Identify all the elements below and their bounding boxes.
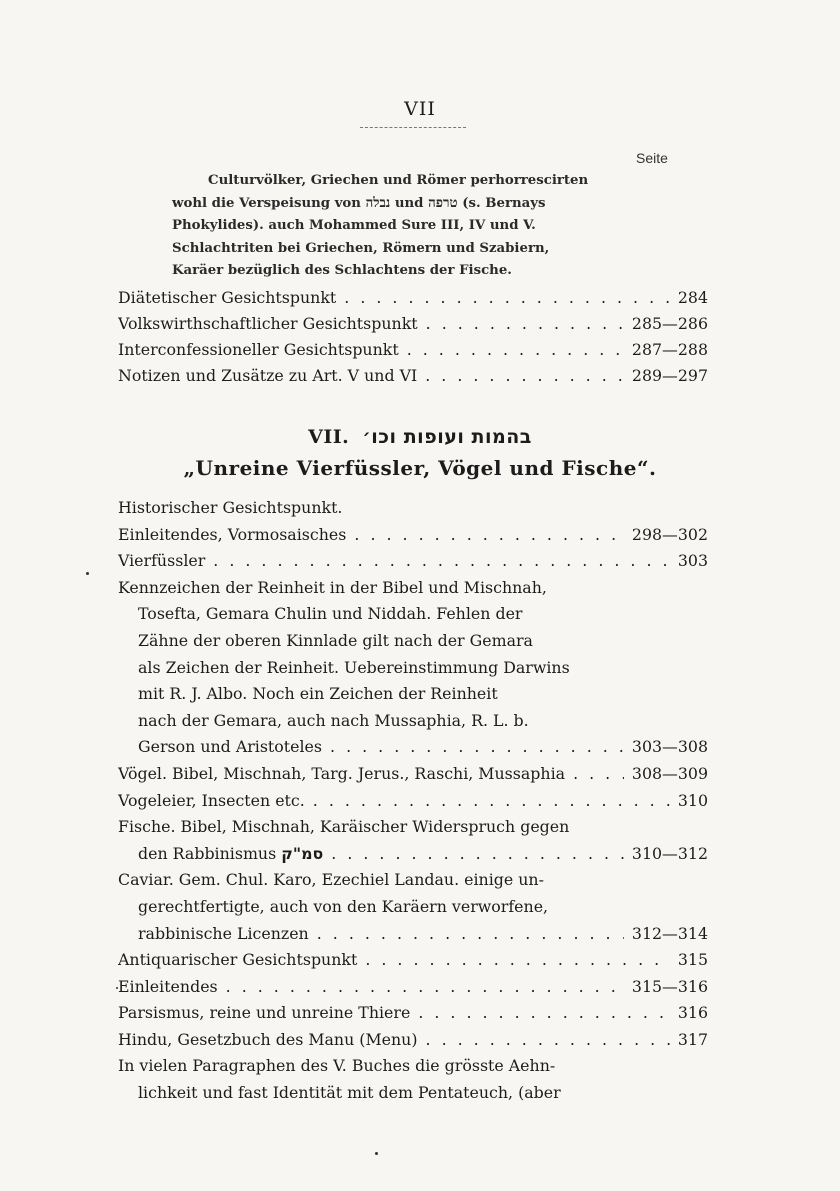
toc-entry-kennzeichen (118, 575, 708, 761)
intro-line: Phokylides). auch Mohammed Sure III, IV und V. (172, 218, 536, 233)
toc-entry-lastline (118, 734, 708, 761)
toc-entry-label: Gerson und Aristoteles . . . (138, 734, 624, 761)
toc-entry (118, 788, 708, 815)
margin-speck (86, 572, 89, 575)
toc-entry (118, 947, 708, 974)
toc-entry-label: Antiquarischer Gesichtspunkt . . . (118, 947, 670, 974)
toc-entry-fische (118, 814, 708, 867)
intro-line: Karäer bezüglich des Schlachtens der Fische. (172, 263, 512, 278)
section-hebrew-title: בהמות ועופות וכו׳ (362, 426, 532, 448)
toc-entry (118, 1027, 708, 1054)
toc-entry-page: 310 (677, 790, 708, 810)
toc-entry-label-wrap (138, 841, 624, 868)
toc-entry-line: gerechtfertigte, auch von den Karäern verworfene, (138, 896, 549, 916)
column-header-seite: Seite (636, 150, 668, 166)
toc-entry-page: 315 (677, 950, 708, 970)
toc-entry (118, 761, 708, 788)
toc-entry-label: Vögel. Bibel, Mischnah, Targ. Jerus., Raschi, Mussaphia . . . (118, 761, 624, 788)
toc-entry-label: rabbinische Licenzen . . . (138, 921, 624, 948)
section-number: VII. (308, 426, 350, 448)
intro-line: wohl die Verspeisung von נבלה und טרפה (s. Bernays (172, 195, 546, 211)
toc-entry-label: Interconfessioneller Gesichtspunkt . . . (118, 337, 624, 363)
toc-entry-page: 298—302 (631, 524, 708, 544)
toc-entry-label: Volkswirthschaftlicher Gesichtspunkt . . . (118, 311, 624, 337)
intro-line: Schlachtriten bei Griechen, Römern und Szabiern, (172, 240, 550, 256)
toc-top-list (118, 285, 708, 389)
toc-entry-lastline (118, 921, 708, 948)
subsection-heading: Historischer Gesichtspunkt. (118, 498, 343, 517)
toc-entry-label: den Rabbinismus (138, 843, 277, 863)
toc-entry-page: 315—316 (631, 976, 708, 996)
intro-line: Culturvölker, Griechen und Römer perhorrescirten (208, 173, 589, 188)
toc-entry-line: In vielen Paragraphen des V. Buches die grösste Aehn- (118, 1056, 556, 1076)
toc-entry (118, 311, 708, 337)
toc-entry-page: 308—309 (631, 763, 708, 783)
toc-entry (118, 522, 708, 549)
margin-speck (116, 987, 118, 989)
toc-entry-page: 285—286 (631, 314, 708, 333)
toc-entry-page: 303 (677, 551, 708, 571)
toc-entry-vielen (118, 1053, 708, 1106)
toc-entry-page: 316 (677, 1003, 708, 1023)
toc-entry-page: 303—308 (631, 737, 708, 757)
page-number: VII (404, 98, 436, 120)
toc-entry-label: Einleitendes, Vormosaisches . . . (118, 522, 624, 549)
section-title: „Unreine Vierfüssler, Vögel und Fische“. (183, 456, 657, 480)
toc-entry-lastline (118, 841, 708, 868)
toc-entry-page: 317 (677, 1029, 708, 1049)
hebrew-abbreviation: סמ"ק (281, 843, 324, 863)
toc-entry-label: Diätetischer Gesichtspunkt . . . (118, 285, 670, 311)
toc-entry-line: lichkeit und fast Identität mit dem Pentateuch, (aber (138, 1083, 561, 1103)
toc-entry-line: mit R. J. Albo. Noch ein Zeichen der Reinheit (138, 684, 498, 704)
toc-entry-line: Tosefta, Gemara Chulin und Niddah. Fehlen der (138, 604, 523, 624)
toc-entry-page: 312—314 (631, 923, 708, 943)
toc-entry-line: Kennzeichen der Reinheit in der Bibel und Mischnah, (118, 577, 547, 597)
toc-entry (118, 337, 708, 363)
section-heading (0, 426, 840, 448)
intro-paragraph (172, 170, 632, 283)
margin-speck (375, 1152, 378, 1155)
toc-entry (118, 548, 708, 575)
toc-entry-page: 289—297 (631, 366, 708, 385)
toc-entry (118, 974, 708, 1001)
toc-entry-label: Parsismus, reine und unreine Thiere . . . (118, 1000, 670, 1027)
toc-entry-page: 284 (677, 288, 708, 307)
toc-entry-line: Caviar. Gem. Chul. Karo, Ezechiel Landau. einige un- (118, 870, 544, 890)
toc-entry-caviar (118, 867, 708, 947)
toc-entry-line: nach der Gemara, auch nach Mussaphia, R. L. b. (138, 710, 529, 730)
toc-entry-label: Vierfüssler . . . (118, 548, 670, 575)
toc-entry-line: Zähne der oberen Kinnlade gilt nach der Gemara (138, 630, 533, 650)
toc-entry (118, 363, 708, 389)
toc-entry-line: Fische. Bibel, Mischnah, Karäischer Widerspruch gegen (118, 817, 570, 837)
toc-entry-label: Notizen und Zusätze zu Art. V und VI . . . (118, 363, 624, 389)
toc-entry (118, 285, 708, 311)
header-rule (360, 127, 466, 128)
toc-entry-page: 310—312 (631, 843, 708, 863)
toc-entry-page: 287—288 (631, 340, 708, 359)
toc-entry-label: Einleitendes . . . (118, 974, 624, 1001)
toc-entry-label: Vogeleier, Insecten etc. . . . (118, 788, 670, 815)
toc-entry-line: als Zeichen der Reinheit. Uebereinstimmung Darwins (138, 657, 570, 677)
toc-entry-label: Hindu, Gesetzbuch des Manu (Menu) . . . (118, 1027, 670, 1054)
toc-main-list (118, 495, 708, 1107)
toc-entry (118, 1000, 708, 1027)
